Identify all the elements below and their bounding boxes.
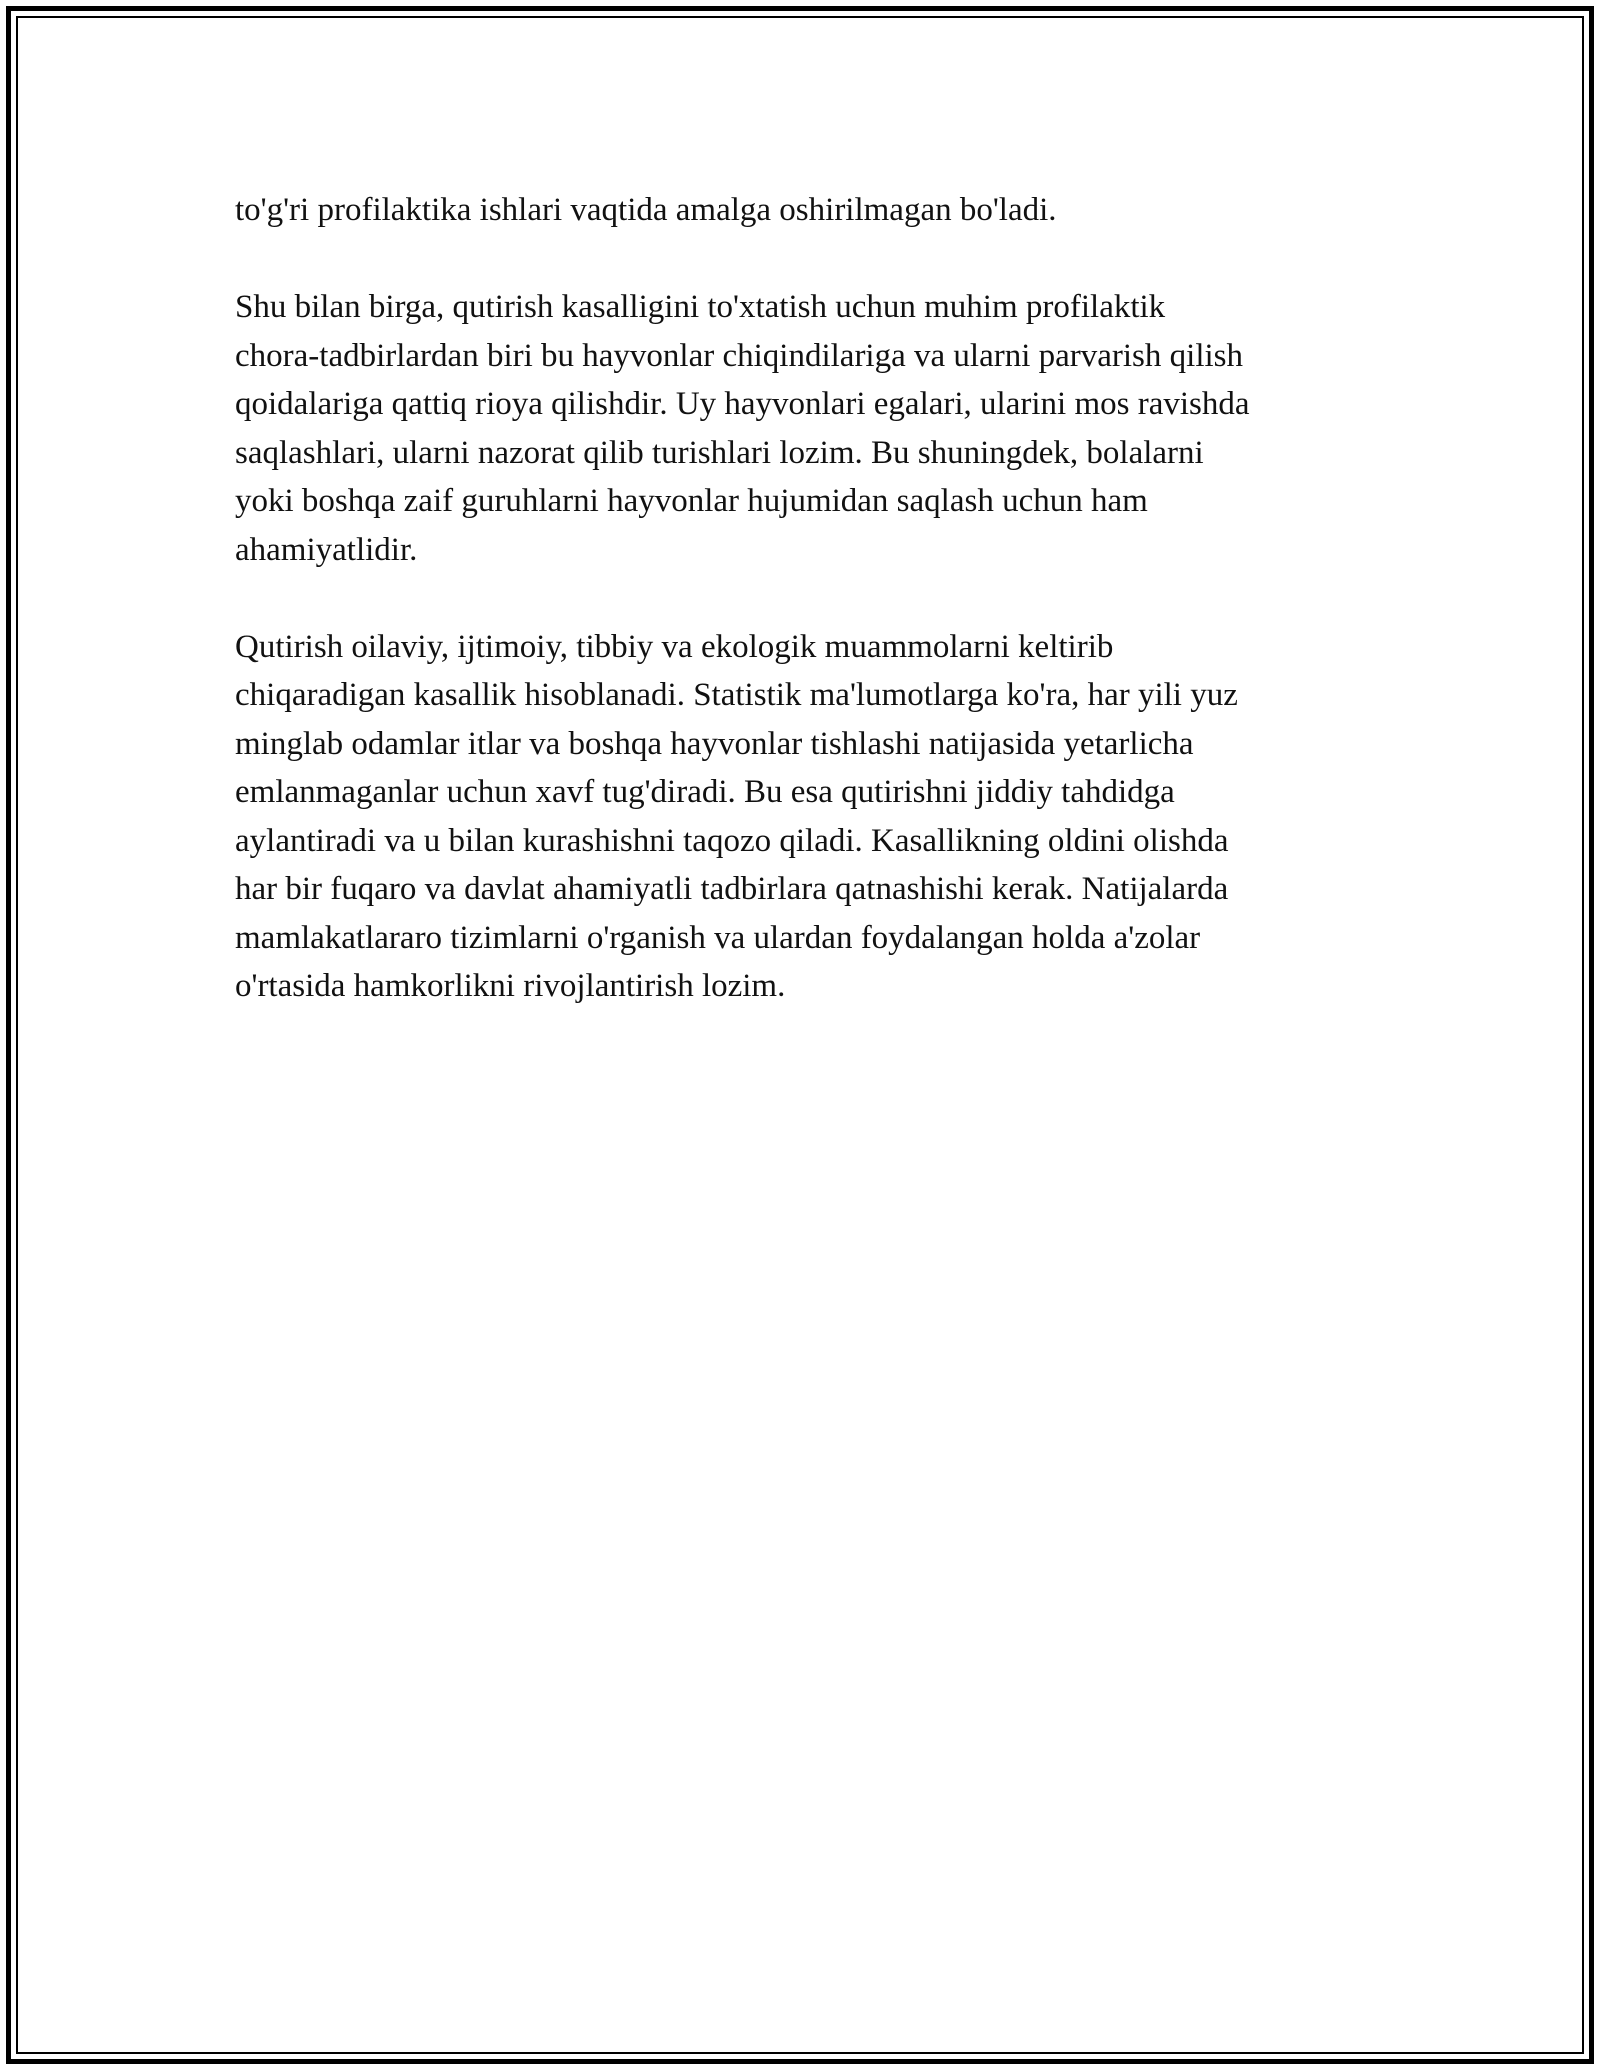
paragraph-1: [235, 186, 1385, 235]
paragraph-3: [235, 623, 1385, 1011]
text-line: emlanmaganlar uchun xavf tug'diradi. Bu esa qutirishni jiddiy tahdidga: [235, 774, 1175, 810]
text-line: chora-tadbirlardan biri bu hayvonlar chiqindilariga va ularni parvarish qilish: [235, 337, 1243, 374]
text-line: aylantiradi va u bilan kurashishni taqozo qiladi. Kasallikning oldini olishda: [235, 822, 1229, 859]
text-line: chiqaradigan kasallik hisoblanadi. Statistik ma'lumotlarga ko'ra, har yili yuz: [235, 677, 1238, 713]
text-line: Shu bilan birga, qutirish kasalligini to'xtatish uchun muhim profilaktik: [235, 289, 1166, 325]
text-line: mamlakatlararo tizimlarni o'rganish va ulardan foydalangan holda a'zolar: [235, 919, 1201, 956]
text-line: o'rtasida hamkorlikni rivojlantirish lozim.: [235, 968, 786, 1004]
text-line: yoki boshqa zaif guruhlarni hayvonlar hujumidan saqlash uchun ham: [235, 483, 1148, 519]
text-line: har bir fuqaro va davlat ahamiyatli tadbirlara qatnashishi kerak. Natijalarda: [235, 871, 1229, 907]
text-line: ahamiyatlidir.: [235, 531, 418, 568]
text-line: saqlashlari, ularni nazorat qilib turishlari lozim. Bu shuningdek, bolalarni: [235, 434, 1204, 471]
document-body: [235, 186, 1385, 1059]
text-line: qoidalariga qattiq rioya qilishdir. Uy hayvonlari egalari, ularini mos ravishda: [235, 386, 1250, 422]
text-line: Qutirish oilaviy, ijtimoiy, tibbiy va ekologik muammolarni keltirib: [235, 628, 1114, 665]
text-line: minglab odamlar itlar va boshqa hayvonlar tishlashi natijasida yetarlicha: [235, 725, 1194, 762]
text-line: to'g'ri profilaktika ishlari vaqtida amalga oshirilmagan bo'ladi.: [235, 192, 1057, 228]
paragraph-2: [235, 283, 1385, 574]
